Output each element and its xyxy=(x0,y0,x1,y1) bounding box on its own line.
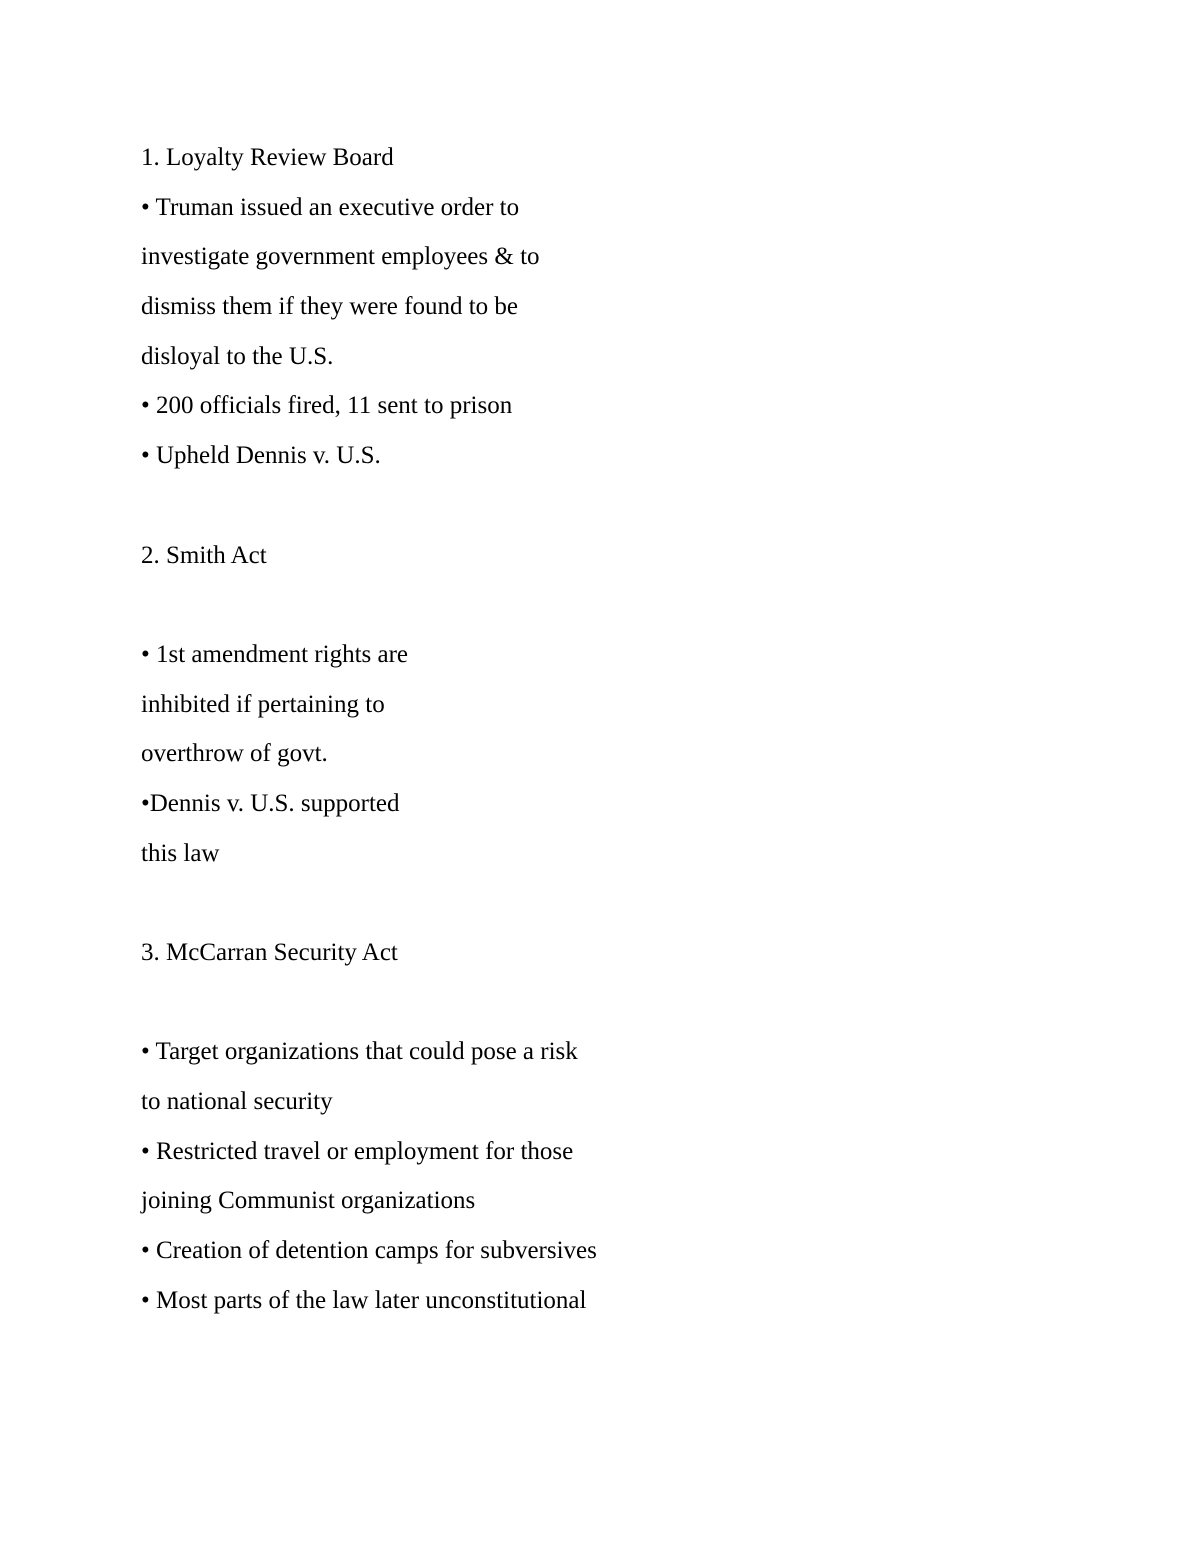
bullet-line: • 200 officials fired, 11 sent to prison xyxy=(141,392,513,420)
text-line: this law xyxy=(141,839,220,867)
blank-line xyxy=(141,481,1041,531)
section-heading: 1. Loyalty Review Board xyxy=(141,144,394,171)
text-line: disloyal to the U.S. xyxy=(141,342,334,370)
bullet-line: • 1st amendment rights are xyxy=(141,640,409,668)
text-line: investigate government employees & to xyxy=(141,243,540,271)
text-line: joining Communist organizations xyxy=(141,1187,476,1215)
text-line: dismiss them if they were found to be xyxy=(141,293,519,321)
text-line: to national security xyxy=(141,1088,333,1116)
text-line: inhibited if pertaining to xyxy=(141,690,385,718)
section-heading: 2. Smith Act xyxy=(141,541,267,569)
document-content xyxy=(141,133,1041,1326)
bullet-line: • Target organizations that could pose a risk xyxy=(141,1038,578,1066)
section-heading: 3. McCarran Security Act xyxy=(141,939,398,966)
bullet-line: • Upheld Dennis v. U.S. xyxy=(141,442,381,470)
bullet-line: •Dennis v. U.S. supported xyxy=(141,789,400,817)
blank-line xyxy=(141,580,1041,630)
bullet-line: • Restricted travel or employment for those xyxy=(141,1137,574,1165)
bullet-line: • Most parts of the law later unconstitutional xyxy=(141,1286,587,1314)
bullet-line: • Creation of detention camps for subversives xyxy=(141,1237,597,1265)
blank-line xyxy=(141,878,1041,928)
bullet-line: • Truman issued an executive order to xyxy=(141,193,520,221)
blank-line xyxy=(141,978,1041,1028)
text-line: overthrow of govt. xyxy=(141,740,328,768)
